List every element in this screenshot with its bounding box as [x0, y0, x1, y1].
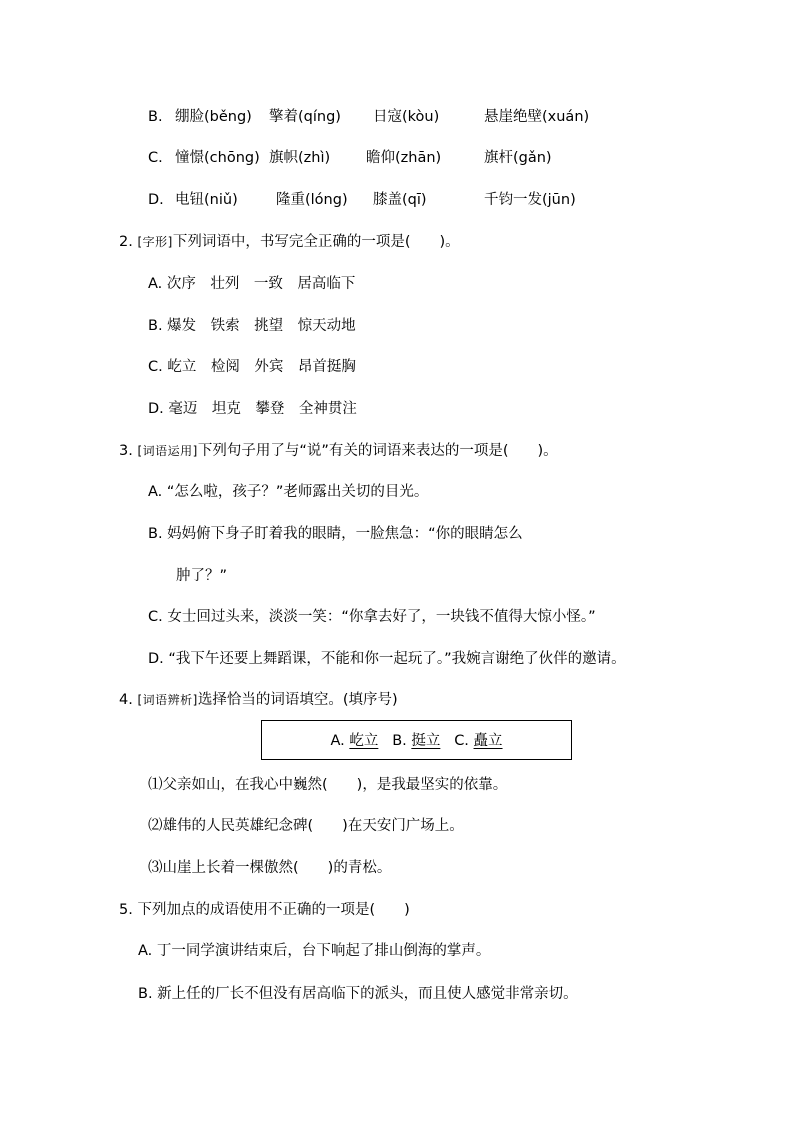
option-text: 新上任的厂长不但没有居高临下的派头，而且使人感觉非常亲切。	[157, 986, 578, 1002]
option-letter: D.	[148, 651, 164, 667]
choice-letter: C.	[454, 733, 469, 749]
question-4-stem	[119, 690, 398, 710]
q2-option-b	[148, 316, 356, 336]
option-text: “我下午还要上舞蹈课，不能和你一起玩了。”我婉言谢绝了伙伴的邀请。	[168, 651, 626, 667]
option-cell: 擎着(qíng)	[269, 109, 341, 125]
q3-option-b-continued	[176, 566, 227, 586]
option-cell: 日寇(kòu)	[373, 109, 440, 125]
question-number: 2.	[119, 234, 133, 250]
option-cell: 悬崖绝壁(xuán)	[484, 109, 590, 125]
question-text: 下列句子用了与“说”有关的词语来表达的一项是( )。	[197, 443, 558, 459]
q2-option-c	[148, 357, 356, 377]
choice-letter: B.	[392, 733, 407, 749]
option-letter: C.	[148, 150, 163, 166]
choice-letter: A.	[330, 733, 345, 749]
option-letter: C.	[148, 359, 163, 375]
question-tag: [词语辨析]	[137, 693, 198, 707]
q3-option-b	[148, 524, 523, 544]
option-text: “怎么啦，孩子？”老师露出关切的目光。	[166, 484, 429, 500]
option-text: 妈妈俯下身子盯着我的眼睛，一脸焦急：“你的眼睛怎么	[167, 526, 523, 542]
choice-word: 矗立	[473, 733, 503, 749]
option-letter: B.	[148, 526, 163, 542]
question-text: 下列词语中，书写完全正确的一项是( )。	[172, 234, 460, 250]
option-cell: 旗杆(gǎn)	[484, 150, 552, 166]
option-letter: D.	[148, 192, 164, 208]
question-tag: [词语运用]	[137, 444, 198, 458]
q4-item-2: ⑵雄伟的人民英雄纪念碑( )在天安门广场上。	[148, 818, 464, 834]
option-letter: C.	[148, 609, 163, 625]
option-letter: D.	[148, 401, 164, 417]
question-text: 选择恰当的词语填空。(填序号)	[197, 692, 398, 708]
question-5-stem	[119, 900, 410, 920]
question-number: 3.	[119, 443, 133, 459]
question-2-stem	[119, 232, 460, 252]
option-letter: B.	[138, 986, 153, 1002]
question-tag: [字形]	[137, 235, 173, 249]
q4-item-1: ⑴父亲如山，在我心中巍然( )，是我最坚实的依靠。	[148, 777, 508, 793]
q2-option-a	[148, 274, 355, 294]
option-cell: 隆重(lóng)	[276, 192, 348, 208]
option-cell: 膝盖(qī)	[373, 192, 427, 208]
option-cell: 旗帜(zhì)	[269, 150, 331, 166]
question-text: 下列加点的成语使用不正确的一项是( )	[137, 902, 410, 918]
question-number: 5.	[119, 902, 133, 918]
option-cell: 绷脸(běng)	[175, 109, 252, 125]
q5-option-a	[138, 941, 490, 961]
option-cell: 电钮(niǔ)	[175, 192, 238, 208]
q3-option-a	[148, 482, 428, 502]
choice-word: 挺立	[411, 733, 441, 749]
option-cell: 憧憬(chōng)	[175, 150, 260, 166]
q3-option-c	[148, 607, 596, 627]
word-choice-box	[261, 720, 572, 760]
q5-option-b	[138, 984, 578, 1004]
option-text: 屹立 检阅 外宾 昂首挺胸	[167, 359, 356, 375]
option-letter: B.	[148, 318, 163, 334]
option-letter: B.	[148, 109, 163, 125]
option-text: 女士回过头来，淡淡一笑：“你拿去好了，一块钱不值得大惊小怪。”	[167, 609, 596, 625]
option-text: 丁一同学演讲结束后，台下响起了排山倒海的掌声。	[156, 943, 491, 959]
q3-option-d	[148, 649, 626, 669]
option-cell: 瞻仰(zhān)	[366, 150, 442, 166]
question-number: 4.	[119, 692, 133, 708]
word-choices	[262, 731, 571, 751]
option-cell: 千钧一发(jūn)	[484, 192, 576, 208]
option-text: 肿了？”	[176, 568, 228, 584]
q2-option-d	[148, 399, 357, 419]
option-text: 次序 壮列 一致 居高临下	[166, 276, 356, 292]
option-letter: A.	[148, 484, 163, 500]
option-text: 毫迈 坦克 攀登 全神贯注	[168, 401, 357, 417]
option-letter: A.	[138, 943, 153, 959]
choice-word: 屹立	[349, 733, 379, 749]
option-text: 爆发 铁索 挑望 惊天动地	[167, 318, 356, 334]
option-letter: A.	[148, 276, 163, 292]
question-3-stem	[119, 441, 558, 461]
q4-item-3: ⑶山崖上长着一棵傲然( )的青松。	[148, 860, 392, 876]
